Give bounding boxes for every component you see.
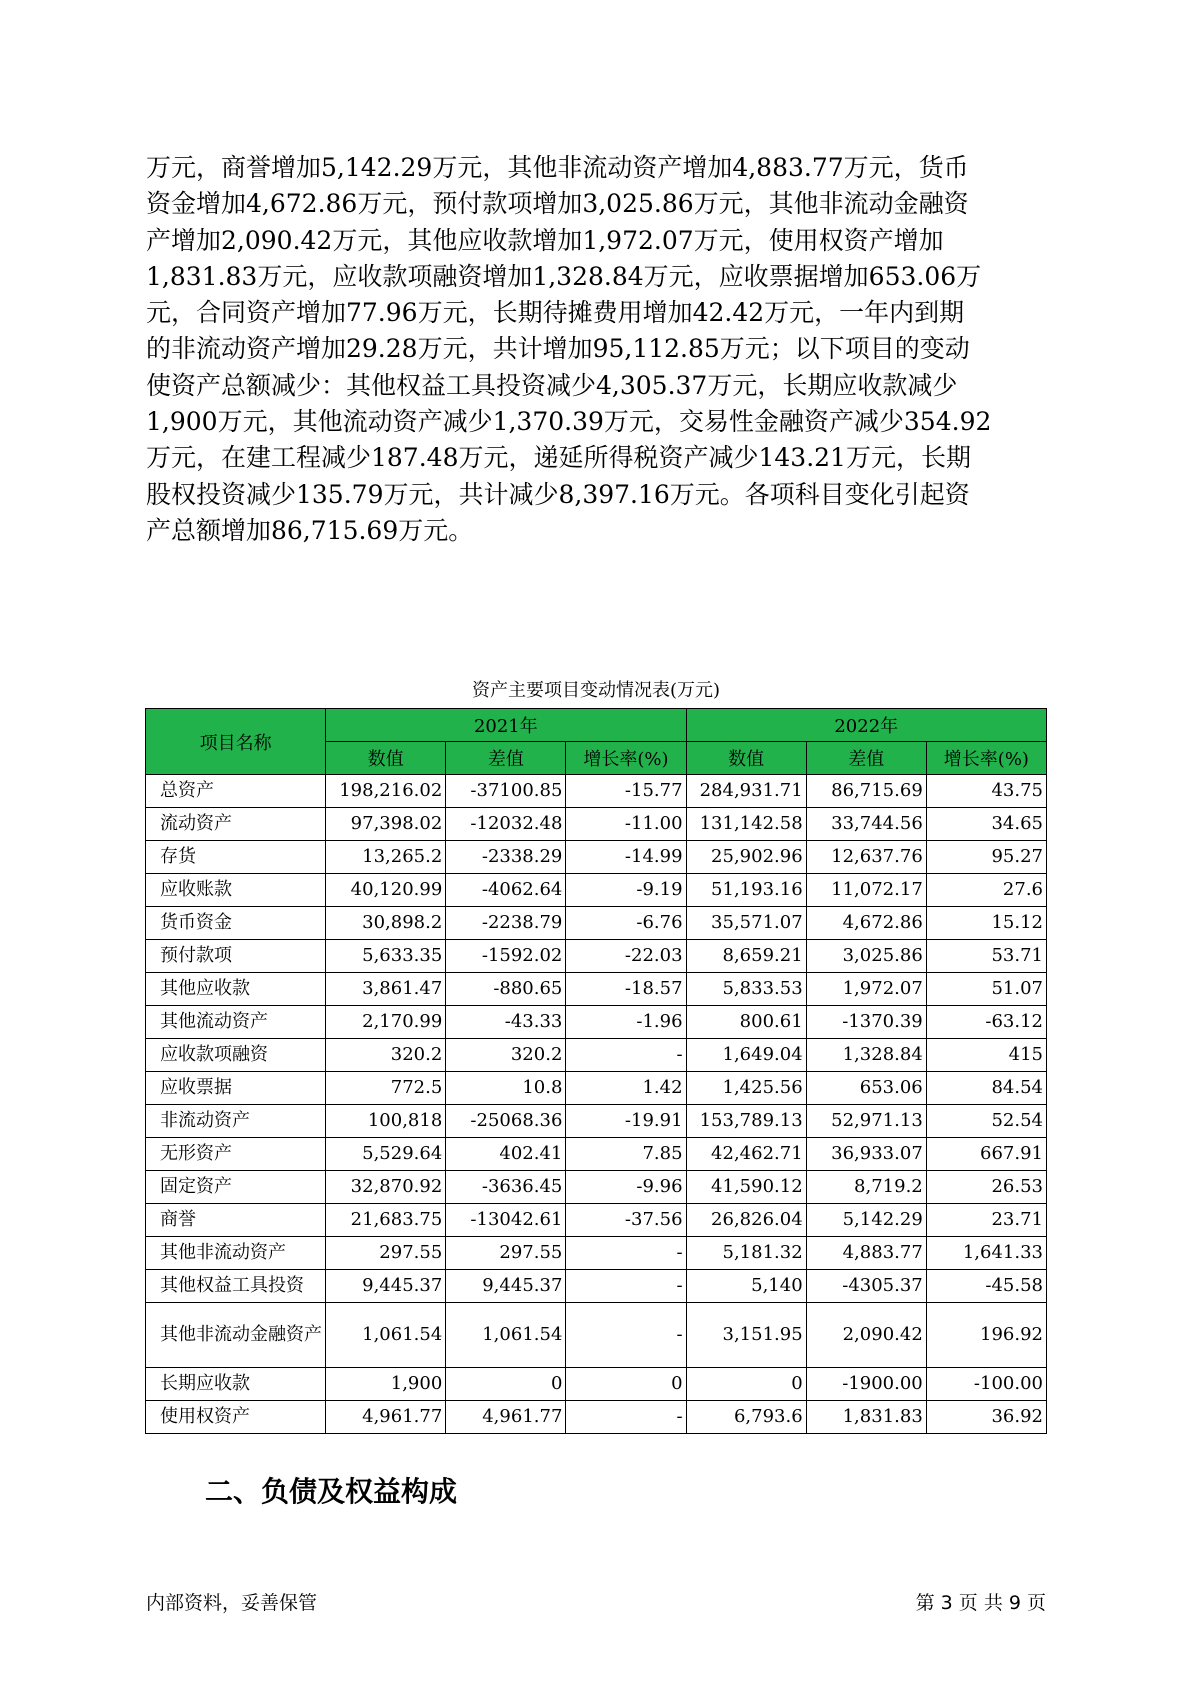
asset-change-table: [145, 708, 1047, 1434]
table-cell: 25,902.96: [686, 841, 806, 874]
table-cell: -37100.85: [446, 775, 566, 808]
table-cell: -11.00: [566, 808, 686, 841]
table-cell: 43.75: [926, 775, 1046, 808]
table-cell: 1,900: [326, 1368, 446, 1401]
table-cell: 4,961.77: [446, 1401, 566, 1434]
table-cell: 13,265.2: [326, 841, 446, 874]
table-cell: -4305.37: [806, 1270, 926, 1303]
table-body: [146, 775, 1047, 1434]
table-caption: 资产主要项目变动情况表(万元): [471, 680, 721, 701]
table-cell: 15.12: [926, 907, 1046, 940]
table-row: [146, 1171, 1047, 1204]
table-cell: 297.55: [446, 1237, 566, 1270]
table-cell: 7.85: [566, 1138, 686, 1171]
table-cell: 131,142.58: [686, 808, 806, 841]
table-cell: -45.58: [926, 1270, 1046, 1303]
row-item-name: 存货: [146, 841, 326, 874]
table-cell: 41,590.12: [686, 1171, 806, 1204]
row-item-name: 其他非流动资产: [146, 1237, 326, 1270]
paragraph-line: 资金增加4,672.86万元，预付款项增加3,025.86万元，其他非流动金融资: [146, 189, 969, 219]
table-cell: -880.65: [446, 973, 566, 1006]
row-item-name: 应收款项融资: [146, 1039, 326, 1072]
table-cell: 32,870.92: [326, 1171, 446, 1204]
table-cell: 1,831.83: [806, 1401, 926, 1434]
table-cell: 198,216.02: [326, 775, 446, 808]
table-cell: 30,898.2: [326, 907, 446, 940]
table-cell: 35,571.07: [686, 907, 806, 940]
table-cell: 3,151.95: [686, 1303, 806, 1368]
table-cell: 320.2: [446, 1039, 566, 1072]
table-row: [146, 1237, 1047, 1270]
table-row: [146, 1105, 1047, 1138]
table-cell: 9,445.37: [446, 1270, 566, 1303]
table-cell: 4,672.86: [806, 907, 926, 940]
table-cell: 0: [686, 1368, 806, 1401]
table-cell: -43.33: [446, 1006, 566, 1039]
row-item-name: 非流动资产: [146, 1105, 326, 1138]
table-cell: 42,462.71: [686, 1138, 806, 1171]
table-cell: -: [566, 1401, 686, 1434]
table-cell: -: [566, 1270, 686, 1303]
footer-page-number: 第 3 页 共 9 页: [915, 1592, 1046, 1614]
table-cell: -2238.79: [446, 907, 566, 940]
table-cell: 0: [446, 1368, 566, 1401]
table-cell: 1,972.07: [806, 973, 926, 1006]
body-paragraph: [146, 150, 1046, 549]
table-cell: 26.53: [926, 1171, 1046, 1204]
column-header-diff-2021: 差值: [446, 742, 566, 775]
table-cell: 100,818: [326, 1105, 446, 1138]
table-cell: 4,961.77: [326, 1401, 446, 1434]
table-cell: 86,715.69: [806, 775, 926, 808]
table-cell: 51,193.16: [686, 874, 806, 907]
table-row: [146, 1270, 1047, 1303]
table-cell: 40,120.99: [326, 874, 446, 907]
column-header-value-2022: 数值: [686, 742, 806, 775]
table-cell: 653.06: [806, 1072, 926, 1105]
table-cell: -18.57: [566, 973, 686, 1006]
table-cell: 21,683.75: [326, 1204, 446, 1237]
table-row: [146, 1072, 1047, 1105]
table-cell: -9.96: [566, 1171, 686, 1204]
table-cell: -14.99: [566, 841, 686, 874]
table-cell: 2,090.42: [806, 1303, 926, 1368]
column-header-item-name: 项目名称: [146, 709, 326, 775]
table-cell: 2,170.99: [326, 1006, 446, 1039]
row-item-name: 长期应收款: [146, 1368, 326, 1401]
table-cell: 1,641.33: [926, 1237, 1046, 1270]
table-cell: 284,931.71: [686, 775, 806, 808]
row-item-name: 其他非流动金融资产: [146, 1303, 326, 1368]
table-cell: 9,445.37: [326, 1270, 446, 1303]
table-row: [146, 940, 1047, 973]
table-cell: 95.27: [926, 841, 1046, 874]
row-item-name: 商誉: [146, 1204, 326, 1237]
column-header-growth-2022: 增长率(%): [926, 742, 1046, 775]
paragraph-line: 元，合同资产增加77.96万元，长期待摊费用增加42.42万元，一年内到期: [146, 298, 965, 328]
table-cell: 1,425.56: [686, 1072, 806, 1105]
table-row: [146, 1138, 1047, 1171]
table-row: [146, 1303, 1047, 1368]
table-cell: 297.55: [326, 1237, 446, 1270]
table-cell: 4,883.77: [806, 1237, 926, 1270]
column-header-value-2021: 数值: [326, 742, 446, 775]
table-cell: 8,719.2: [806, 1171, 926, 1204]
row-item-name: 预付款项: [146, 940, 326, 973]
table-cell: 51.07: [926, 973, 1046, 1006]
table-cell: 772.5: [326, 1072, 446, 1105]
row-item-name: 其他流动资产: [146, 1006, 326, 1039]
row-item-name: 应收票据: [146, 1072, 326, 1105]
table-cell: 36,933.07: [806, 1138, 926, 1171]
column-header-year-2021: 2021年: [326, 709, 686, 742]
table-cell: 1,061.54: [326, 1303, 446, 1368]
table-cell: -1592.02: [446, 940, 566, 973]
table-cell: 5,181.32: [686, 1237, 806, 1270]
table-cell: 667.91: [926, 1138, 1046, 1171]
table-cell: 153,789.13: [686, 1105, 806, 1138]
table-cell: -12032.48: [446, 808, 566, 841]
table-cell: -6.76: [566, 907, 686, 940]
paragraph-line: 产总额增加86,715.69万元。: [146, 515, 474, 545]
table-cell: 52,971.13: [806, 1105, 926, 1138]
column-header-growth-2021: 增长率(%): [566, 742, 686, 775]
table-cell: 3,025.86: [806, 940, 926, 973]
paragraph-line: 1,900万元，其他流动资产减少1,370.39万元，交易性金融资产减少354.92: [146, 407, 992, 437]
table-cell: -63.12: [926, 1006, 1046, 1039]
row-item-name: 货币资金: [146, 907, 326, 940]
paragraph-line: 万元，在建工程减少187.48万元，递延所得税资产减少143.21万元，长期: [146, 443, 971, 473]
table-cell: 33,744.56: [806, 808, 926, 841]
table-cell: 5,142.29: [806, 1204, 926, 1237]
table-cell: 5,529.64: [326, 1138, 446, 1171]
table-cell: -100.00: [926, 1368, 1046, 1401]
section-title: 二、负债及权益构成: [205, 1475, 458, 1508]
table-cell: -9.19: [566, 874, 686, 907]
table-cell: 1,061.54: [446, 1303, 566, 1368]
table-cell: 97,398.02: [326, 808, 446, 841]
table-cell: 11,072.17: [806, 874, 926, 907]
table-row: [146, 1368, 1047, 1401]
table-cell: -2338.29: [446, 841, 566, 874]
paragraph-line: 万元，商誉增加5,142.29万元，其他非流动资产增加4,883.77万元，货币: [146, 153, 969, 182]
table-row: [146, 775, 1047, 808]
table-cell: -22.03: [566, 940, 686, 973]
table-cell: 1,649.04: [686, 1039, 806, 1072]
table-cell: 8,659.21: [686, 940, 806, 973]
table-cell: 52.54: [926, 1105, 1046, 1138]
row-item-name: 总资产: [146, 775, 326, 808]
table-cell: 415: [926, 1039, 1046, 1072]
table-cell: 196.92: [926, 1303, 1046, 1368]
table-cell: 5,833.53: [686, 973, 806, 1006]
table-row: [146, 907, 1047, 940]
table-row: [146, 1204, 1047, 1237]
row-item-name: 固定资产: [146, 1171, 326, 1204]
table-cell: 26,826.04: [686, 1204, 806, 1237]
table-cell: -19.91: [566, 1105, 686, 1138]
table-cell: -1.96: [566, 1006, 686, 1039]
row-item-name: 其他应收款: [146, 973, 326, 1006]
table-cell: 5,140: [686, 1270, 806, 1303]
table-cell: 10.8: [446, 1072, 566, 1105]
footer-confidential-note: 内部资料，妥善保管: [146, 1592, 318, 1614]
row-item-name: 使用权资产: [146, 1401, 326, 1434]
table-cell: 84.54: [926, 1072, 1046, 1105]
row-item-name: 应收账款: [146, 874, 326, 907]
table-cell: 320.2: [326, 1039, 446, 1072]
table-cell: 1.42: [566, 1072, 686, 1105]
paragraph-line: 1,831.83万元，应收款项融资增加1,328.84万元，应收票据增加653.06万: [146, 261, 982, 291]
table-cell: -3636.45: [446, 1171, 566, 1204]
table-cell: 34.65: [926, 808, 1046, 841]
table-cell: 12,637.76: [806, 841, 926, 874]
table-cell: -37.56: [566, 1204, 686, 1237]
table-cell: 5,633.35: [326, 940, 446, 973]
column-header-year-2022: 2022年: [686, 709, 1046, 742]
table-row: [146, 973, 1047, 1006]
table-cell: 23.71: [926, 1204, 1046, 1237]
table-cell: 27.6: [926, 874, 1046, 907]
table-row: [146, 874, 1047, 907]
table-cell: 53.71: [926, 940, 1046, 973]
table-cell: -25068.36: [446, 1105, 566, 1138]
table-cell: -13042.61: [446, 1204, 566, 1237]
paragraph-line: 的非流动资产增加29.28万元，共计增加95,112.85万元；以下项目的变动: [146, 334, 970, 364]
paragraph-line: 股权投资减少135.79万元，共计减少8,397.16万元。各项科目变化引起资: [146, 479, 970, 509]
row-item-name: 其他权益工具投资: [146, 1270, 326, 1303]
table-cell: -4062.64: [446, 874, 566, 907]
table-cell: -: [566, 1039, 686, 1072]
table-cell: -15.77: [566, 775, 686, 808]
table-cell: -1900.00: [806, 1368, 926, 1401]
column-header-diff-2022: 差值: [806, 742, 926, 775]
table-cell: 402.41: [446, 1138, 566, 1171]
table-cell: 800.61: [686, 1006, 806, 1039]
row-item-name: 流动资产: [146, 808, 326, 841]
table-cell: 3,861.47: [326, 973, 446, 1006]
table-row: [146, 1039, 1047, 1072]
table-cell: 0: [566, 1368, 686, 1401]
paragraph-line: 使资产总额减少：其他权益工具投资减少4,305.37万元，长期应收款减少: [146, 370, 958, 400]
table-cell: -1370.39: [806, 1006, 926, 1039]
table-cell: 36.92: [926, 1401, 1046, 1434]
table-row: [146, 1401, 1047, 1434]
table-cell: 1,328.84: [806, 1039, 926, 1072]
table-cell: 6,793.6: [686, 1401, 806, 1434]
table-row: [146, 841, 1047, 874]
row-item-name: 无形资产: [146, 1138, 326, 1171]
paragraph-line: 产增加2,090.42万元，其他应收款增加1,972.07万元，使用权资产增加: [146, 225, 944, 255]
table-row: [146, 808, 1047, 841]
table-cell: -: [566, 1303, 686, 1368]
table-cell: -: [566, 1237, 686, 1270]
table-row: [146, 1006, 1047, 1039]
